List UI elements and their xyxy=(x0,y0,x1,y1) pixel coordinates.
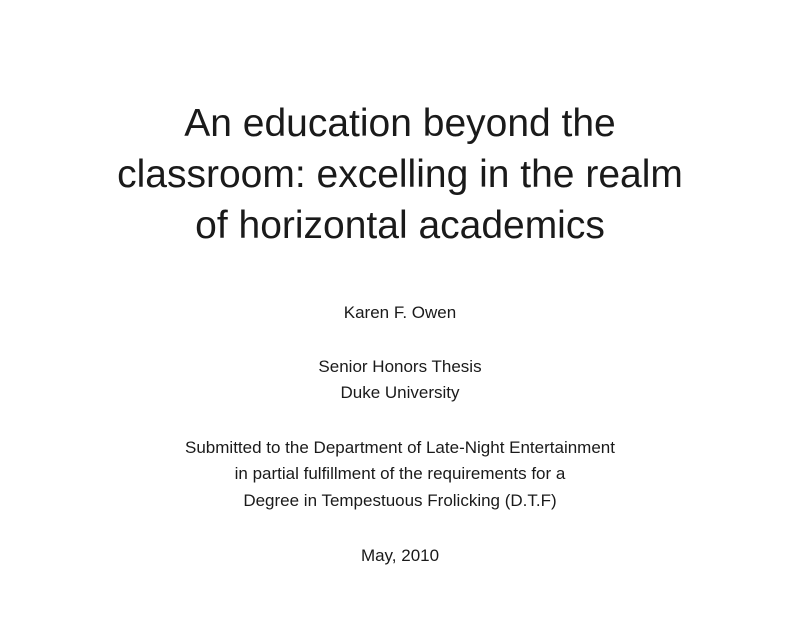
thesis-type: Senior Honors Thesis xyxy=(318,357,482,376)
submission-date: May, 2010 xyxy=(360,546,440,565)
title-line-1: An education beyond the xyxy=(184,102,616,145)
document-title xyxy=(0,98,800,251)
submission-line-1: Submitted to the Department of Late-Night Entertainment xyxy=(185,438,615,457)
title-line-3: of horizontal academics xyxy=(195,204,605,247)
submission-line-2: in partial fulfillment of the requirements for a xyxy=(234,464,566,483)
author-name: Karen F. Owen xyxy=(343,303,457,322)
title-line-2: classroom: excelling in the realm xyxy=(117,153,683,196)
submission-line-3: Degree in Tempestuous Frolicking (D.T.F) xyxy=(243,491,557,510)
university-name: Duke University xyxy=(340,383,460,402)
